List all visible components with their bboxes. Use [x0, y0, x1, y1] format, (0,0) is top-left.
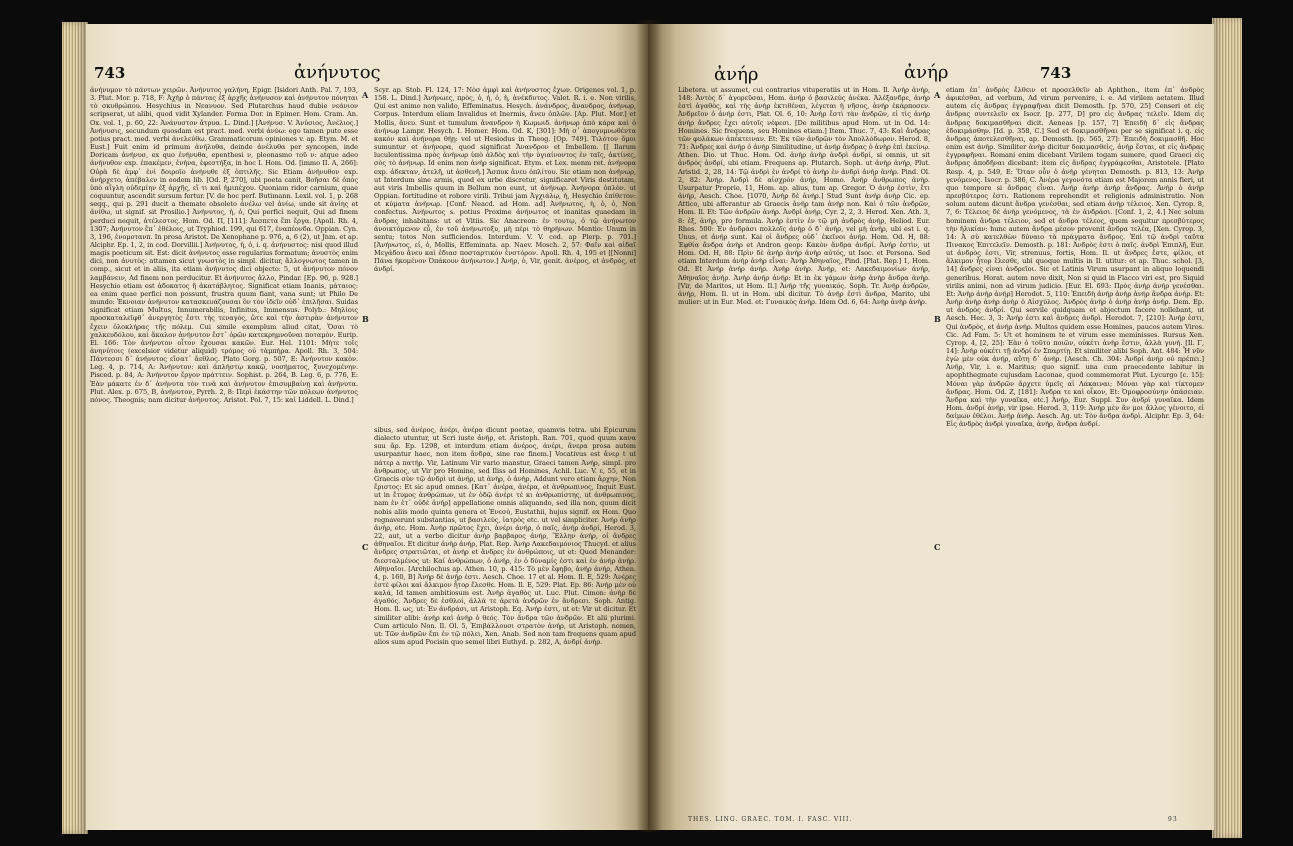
left-column-2 — [374, 86, 636, 426]
left-running-head: ἀνήνυτος — [294, 62, 381, 83]
right-column-1 — [678, 86, 930, 826]
left-column-2-text: Scyr. ap. Stob. Fl. 124, 17: Νὸσ ἀμφὶ καὶ ἀνήνυστος ἔχων. Origenes vol. 1, p. 158. L. Dind.] Ἀνήνωες, πρὸς, ὁ, ἡ, ὁ, ἡ, ἀνέκδυτος. Valet. R. i. e. Non virilis, Qui est animo non valido, Effeminatus. Hesych. ἀνάνδρος, ἄνανδρος, ἀνήνωρ, Corpus. Interdum eliam Invalidus et Inermis, ἄνευ ὁπλῶν. [Ap. Plut. Mor.] et Mollis, ἄνευ. Sunt et tumulum ἄνανδρον ἡ Κωμωιδ. ἀνήνωρ ἀπὸ κάρα καὶ ὁ ἀνήνωρ Lampr. Hesych. I. Homer. Hom. Od. K, [301]: Μὴ σ᾽ ἀπογυμνωθέντα κακὸν καὶ ἀνήνορα θήῃ: vel ut Hesiodus in Theog. [Op. 749]. Τιλότον ὄμοι sumuntur et ἀνήνορα, quod significat Ἄνανδρον et Imbellem. [[ Ilarum luculentissima πρὸς ἀνήνωρ ὑπὸ ἀλδὸς καὶ τὴν ὑγιαίνοντος ἐν ταῖς, ἀκτίνες, σὸς τὸ ἀνήνωρ. Id enim non ἀνήρ significat. Etym. et Lex. menm ret. ἀνήνορα exp. ἀδεκταν, ἀτελῆ, ut ἀσθενῆ.] Ἄσπυκ ἄνευ ὁπλίτου. Sic etiam non ἀνήνωρ, ut Interdum sine armis, quod ex urbe discretur, significaret Viris destitutam, aut viris Imbellis quum in Bellum non eunt, ut ἀνήνωρ. Ἀνήνορα ὁπλὸν. ut Oppian. fortitudine et robore virili. Tribui jam Ἀγχιάλῳ, ἡ, Hesychio ἐπίθετον: et κύματα ἀνήνωρ. [Conf. Neacd. ad Hom. ad] Ἀνήνωτος, ἡ, ὁ, ὁ, Non confectus. Ἀνήνωτος s. potius Proxime ἀνήνωτος et inanitas quaedam in ἄνδρας inhabitans: ut et Vitiis. Sic Anacreon: ἐν τουτῳ, ὁ τῷ ἀνήνωτον ἀνοικτόμενον εὖ, ἐν τοῦ ἀνήνωτοξυ, μὴ πέρι τὸ θηρήνων. Mentio: Unum in sentu; totos Non sufficiendos. Interdum. V. V. cod. ap Plerp. p. 701.] [Ἀνήνωτος, εἰ, ὁ, Mollis, Effeminata. ap. Naev. Mosch. 2, 57: Φαῖν καὶ αἰδαῖ Μεγάδου ἄνευ καὶ ἐδιασ ποσταρτικόν ἐνστόρον. Apoll. Rh. 4, 195 et [[Nonni] Πάνα ἠκομένον Ὀπάκουν ἀνήνωτον.] Ἀνήρ, ὁ, Vir, genit. ἀνέρος, et ἀνδρός, et ἀνδρί. — [374, 86, 636, 274]
signature-footer: THES. LING. GRAEC. TOM. I. FASC. VIII. — [688, 816, 853, 823]
right-page-edges — [1212, 18, 1242, 838]
left-page-edges — [62, 22, 88, 834]
left-column-1-text: ἀνήνυμον τὸ πάντων χειρῶν. Ἀνήνυτος γαλήνη, Epigr. [Isidori Anth. Pal. 7, 193, 3. Plut. Mor. p. 718, F: Ἀχὴρ ὁ πάντας ἐξ ἀρχῆς ἀνήνυσον καὶ ἀνήνυτον πόνηται τὸ σκυθρώπου. Hesychius in Νεανυον. Sed Plutarchus haud dubie νεάνιον scripserat, ut alibi, quod vidit Xylander. Forma Dor. in Epimer. Hom. Cram. An. Ox. vol. 1, p. 60, 22: Ἀνάνυστον ἄτρυα. L. Dind.] [Ἀνήνυσ. V. Ἀνύσιος, Ἀνέλιος.] Ἀνήνυσις, secundum quosdam est pract. med. verbi ἀνύω: ego tamen puto esse potius pract. med. verbi ἀνελεύθω. Grammaticorum opiniones v. ap. Etym. M. et Eust.] Fuit enim id primum ἀνήλυθα, deinde ἀνέλυθα per syncopen, inde Doricam ἀνήνυσ, ex quo ἐνήνυθα, epenthesi ν, pleonasmo τοῦ ν: atque adeo ἀνήνυθον exp. ἐπακέμεν, ἐνήνα, ἐφεστήξα, in hoc I. Hom. Od. [immo II. A, 266]: Οὐρὰ δὲ ἀμφ᾽ ἐνὶ δοιροῖο ἀνήνυθε ἐξ ὀπτιλῆς. Sic Etiam ἀνήνυθον exp. ἀνήρχετο, ἀπέβαλεν in eodem lib. [Od. P, 270], ubi poeta canit, Βοῆσαι δὲ ὀπὸς ὑπὸ αἴγλη οὐδεμίην ἐξ ἀρχῆς, εἴ τι καὶ ἡμιπέχου. Quoniam ridor carnium, quae coquuntur, ascendit sursum fertur. [V. de hoc perf. Butimann. Lexil. vol. 1, p. 268 seqq., qui p. 291 ducit a themate obsoleto ἀνέλω vel ἀνίω, unde sit ἀνίης et ἀνίθω, ut signif. sit Prosilio.] Ἀνήνυτος, ἡ, ὁ, Qui perfici nequit, Qui ad finem perduci nequit, ἀτέλεστος. Hom. Od. Π, [111]: Ἀεσπετα ἔπι ἔργα. [Apoll. Rh. 4, 1307; Ἀνήνυτον ἔπ᾽ ἐθέλοις, ut Tryphiod. 199, qui 617, ἐναπέονδα. Oppian. Cyn. 3, 196, ἐνομοτανπ. In prosa Aristot. De Xenophane p. 976, a, 6 (2), ut Jnm. et ap. Alciphr. Ep. 1, 2, in cod. Dorvillii.] Ἀνήνυτος, ἡ, ὁ, i. q. ἀνήνυστος: nisi quod illud magis poeticum sit. Est: dicit ἀνήνυτος esse regularius formatum; ἀνυστὸς enim dici, non ἀνυτὸς: attamen sicut γνωστὸς in simpl. dicitur, ἄλλογνωτος tamen in comp., sicut et in aliis, ita etiam ἀνήνυτος dici objecto: 5, ut ἄνήνυτον πόνον λαμβάνειν, Ad finem non perducitur. Et ἀνήνυτος ἄλλο, Pindar. [Ep. 96, p. 928.] Hesychio etiam est ἀδοκατος ἢ ἀκατάβλητος. Significat etiam Inanis, μάταιος: ea enim quae perfici non possunt, frustra quum fiant, vana sunt; ut Philo De mundo: Ἐκνοιαν ἀνήνυτον κατασκευάζουσαι ὃν τὸν ἰδεῖν οὐδ᾽ ἐπιλῆσαι. Suidas significat etiam Multus, Innumerabilis, Infinitus, Immensus. Polyb.: Μηλίοις προσκαταλεῖφθ᾽ ἀνεργητὸς ἔστι τὴς τεναγός, ὥτε καὶ τὴν ἀστιρὰν ἀνήνυτον ἔχειν ὀλοκλήρας τῆς πόλεμ. Cui simile exemplum aliud citat, Ὅσαι τὸ χαλκευδόλου, καὶ ἄκαλον ἀνήνυτον ἔστ᾽ ὀρῶν κατεκρημνοῦναι ποταμὸν. Eurip. El. 166: Τὸν ἀνήνυτον οἶτον ἔχουσαι κακῶν. Eur. Hel. 1101: Μὴτε τοῖς ἀνηνύτοις (excelsior videtur aliquid) τρόμος οὐ τὰμπὴρα. Apoll. Rh. 3, 504: Πάντεσσι δ᾽ ἀνήνυτος εἴσατ᾽ ἄεθλος. Plato Gorg. p. 507, E: Ἀνήνυτον κακὸν. Leg. 4, p. 714, A: Ἀνήνυτον: καὶ ἀπλήστῳ κακῷ, νοσήματος, ξυνεχομένην. Pisced. p. 84, A: Ἀνήνυτον ἔργον πράττειν. Sophist. p. 264, B. Leg. 6, p. 776, E: Ἐὰν μάκατε ἐν δ᾽ ἀνήνυτα τὸν τινὰ καὶ ἀνήνυτον ἐπισυμβαίνῃ καὶ ἀνήνυτα. Plut. Alex. p. 675, B, ἀνήνυτον, Pyrrh. 2, 8: Περὶ ἑκάστην τῶν πόλεων ἀνήνυτος πόνος. Theognis; nam dicitur ἀνήνυτος. Aristot. Pol. 7, 15: καὶ Liddell. L. Dind.] — [90, 86, 358, 404]
left-column-3 — [374, 426, 636, 826]
left-column-1 — [90, 86, 358, 826]
right-margin-marker-a: A — [934, 90, 941, 100]
right-column-2-text: etiam ἐπ᾽ ἀνδρὸς ἔλθειν et προσελθεῖν ab Aphthon., item ἐπ᾽ ἀνδρὸς ἀφικέσθαι, ad verbum, Ad virum pervenire, i. e. Ad virilem aetatem. Illud autem εἰς ἄνδρας ἐγγραφῆναι dicit Demosth. [p. 570, 25] Censeri et εἰς ἄνδρας συντελεῖν ex Isocr. [p. 277, D] pro εἰς ἄνδρας τελεῖν. Idem εἰς ἄνδρας δοκιμασθῆναι dicit. Aeneas [p. 157, 7] Ἐπειδὴ δ᾽ εἰς ἄνδρας ἐδοκιμάσθην. [Id. p. 358, C.] Sed et δοκιμασθῆναι per se significat i. q. εἰς ἄνδρας ἀποτελεσθῆναι, ap. Demosth. [p. 565, 27]: Ἐπειδὴ δοκιμασθῆ. Hoc enim est ἀνὴρ. Similiter ἀνὴρ dicitur δοκιμασθεὶς, ἀνὴρ ἔσται, et εἰς ἄνδρας ἐγγραφῆναι. Romani enim dicebant Virilem togam sumere, quod Graeci εἰς ἄνδρας ἀποδῆναι dicebant: item εἰς ἄνδρας ἐγγράφεσθαι, Aristotele. [Plato Resp. 4, p. 549, E: Ὅταν οὖν ὁ ἀνὴρ γένηται Demosth. p. 813, 13: Ἀνὴρ γενόμενος. Isocr. p. 386, C. Ἀνέρα γεγονότα etiam est Majorem annis fieri, ut quo tempore si ἄνδρας εἶναι. Ἀνήρ ἀνήρ ἀνήρ ἄνδρας. Ἀνήρ ὁ ἀνήρ πρεσβύτερος ἐστι. Rationem reprehendit et religionis administratio. Non solum autem dicunt ἄνδρα γενέσθαι, sed etiam ἀνὴρ τέλειος. Xen. Cyrop. 8, 7, 6: Τέλειος δὲ ἀνὴρ γενόμενος, τὰ ἐν ἀνδράσι. [Conf. 1, 2, 4.] Nec solum hominem ἄνδρα τέλειον, sed et ἄνδρα τέλεος, quem sequitur πρεσβύτερος τὴν ἡλικίαν: hunc autem ἄνδρα μέσον provenit ἄνδρα τελέα, [Xen. Cyrop. 3, 14: Ἀ σὺ κατελθὼν δύναιο τὰ πράγματα ἄνδρος. Ἐπὶ τῷ ἀνδρὶ ταῦτα Πινακος Ἐπιτελεῖν. Demosth. p. 181: Ἀνδρὸς ἐστι ὁ παῖς. ἀνδρὶ Ἐπιπλῆ, Eur. ut ἀνδρὸς ἐστι, Vir, strenuus, fortis, Hom. Il. ut ἄνδρες ἔστε, φίλοι, et ἄλκιμον ἦτορ ἕλεσθε, ubi quoque multis in Il. utitur: et ap. Thuc. schol. [3, 14] ἄνδρες εἰναι ἀνδρεῖοι. Sic et Latinis Virum usurpant in aliquo loquendi generibus. Horat. autem nove dixit, Non si quid in Flacco viri est, pro Siquid virilis animi, non ad virum judicio. [Eur. El. 693: Πρὸς ἀνήρ ἀνήρ γενέσθαι. Et: Ἀνὴρ ἀνήρ ἀνήρ] Herodot. 5, 110: Ἐπειδὴ ἀνὴρ ἀνὴρ ἀνήρ ἄνδρα ἀνὴρ. Et: Ἀνὴρ ἀνὴρ ἀνὴρ ἀνὴρ ὁ Αἰσχύλος. Ἀνδρὸς ἀνὴρ ὁ ἀνὴρ ἀνήρ ἀνὴρ. Dem. Ep. ut ἀνδρὸς ἀνδρί. Qui servile quidquam et abjectum facere nollebant, ut Aesch. Hec. 3, 3: Ἀνήρ ἐστι καὶ ἄνδρες ἀνδρὶ. Herodot. 7, [210]: Ἀνήρ ἐστι, Qui ἀνδρὸς, et ἀνήρ ἀνήρ. Multos quidem esse Homines, paucos autem Viros. Cic. Ad Fam. 5: Ut et hominem te et virum esse meminisses. Rursus Xen. Cyrop. 4, [2, 25]: Ἐὰν ὁ τοῦτο ποιῶν, οὐκέτι ἀνὴρ ἔστιν, ἀλλὰ γυνή. [Il. Γ, 14]: Ἀνὴρ οὐκέτι τῇ ἀνδρί ἐν Σπαρτίῃ. Et similiter alibi Soph. Ant. 484: Ἦ νῦν ἐγὼ μὲν οὐκ ἀνήρ, αὕτη δ᾽ ἀνήρ. [Aesch. Ch. 304: Ἀνδρί ἀνήρ οὐ πρέπει.] Ἀνήρ, Vir, i. e. Maritus; quo signif. una cum praecedente labitur in apophthegmate cujusdam Laconae, quod commemorat Plut. Lycurgo [c. 15]: Μόναι γὰρ ἀνδρῶν ἄρχετε ὑμεῖς αἱ Λάκαιναι; Μόναι γὰρ καὶ τίκτομεν ἄνδρας. Hom. Od. Z, [181]: Ἀνδρα τε καὶ οἶκον, Et: Ὁμοφροσύνην ὀπάσειαν. Ἄνδρα καὶ τὴν γυναῖκα, etc.] Ἀνήρ, Eur. Suppl. Συν ἀνδρὶ γυναῖκα. Idem Hom. ἀνδρί ἀνήρ, vir ipse. Herod. 3, 119: Ἀνὴρ μὲν ἂν μοι ἄλλος γένοιτο, εἰ δαίμων ἐθέλοι. Ἀνήρ ἀνὴρ. Aesch. Ag. ut: Τὸν ἄνδρα ἀνδρὶ. Alciphr. Ep. 3, 64: Εἰς ἀνδρὸς ἀνδρὶ γυναῖκα, ἀνήρ, ἄνδρα ἀνδρί. — [946, 86, 1204, 429]
right-second-head: ἀνήρ — [904, 62, 949, 83]
right-column-2 — [946, 86, 1204, 816]
right-margin-marker-b: B — [934, 314, 941, 324]
left-page-number: 743 — [94, 64, 126, 82]
right-page-number: 743 — [1040, 64, 1072, 82]
signature-number: 93 — [1168, 816, 1178, 823]
right-page — [648, 24, 1214, 830]
right-margin-marker-c: C — [934, 542, 941, 552]
left-column-3-text: sibus, sed ἀνέρος, ἀνέρι, ἀνέρα dicunt poetae, quamvis tetra. ubi Epicurum dialecto utuntur, ut Scri iuste ἀνήρ, et. Aristoph. Ran. 701, quod quum κανα suu ἄρ. Ep. 1298, et interdum etiam ἀνέρος, ἀνέρι, ἄνερα prosa autem usurpantur haec, non item ἄνδρα, sine rae finem.] Vocativus est ἄνερ t ut πάτερ a πατήρ. Vir, Latinum Vir vario manstur, Graeci tamen Ἀνήρ, simpl. pro ἄνθρωπος, ut Vir pro Homine, sed Iliss ad Homines, Achil. Luc. V. ε, 55, et in Graecis σὺν τῷ ἀνδρὶ ut ἀνήρ, ut ἀνὴρ, ὁ ἀνὴρ, Addunt vero etiam ἄρχην, Non ἔριστος: Et sic apud omnes. [Κατ᾽ ἀνέρα, ἀνέρα, et ἀνθρωπινος, Inquit Eust. ut in ἔτυμος ἀνθρώπων, ut ἐν ὁδῷ ἀνέρι τέ κι ἀνθρωπίστης, ut ἀνθρωπινος, nam ἐν ἐτ᾽ οὐδὲ ἀνήρ] appellatione omnis aliquando, sed illa non, quum dicit nobis aliis modo quinta genera et Ἐνεσὸ, Eustathii, hujus signif. ex Hom. Quo regnaverunt substantias, ut βασιλεύς, ἰατρὸς etc. ut vel simpliciter. Ἀνήρ ἀνὴρ ἀνὴρ, etc. Hom. Ἀνὴρ πρῶτος ἔχει, ἀνέρι ἀνήρ, ὁ παῖς, ἀνήρ ἀνδρί, Herod. 3, 22, aut, ut a verbo dicitur ἀνὴρ βαρβαρος ἀνήρ, Ἕλλην ἀνήρ, οἱ ἄνδρες ἀθηναῖοι. Et dicitur ἀνὴρ ἀνὴρ, Plat. Rep. Ἀνὴρ Λακεδαιμόνιος Thucyd. et alius ἄνδρες στρατιῶται, et ἀνήρ et ἄνδρες ἐν ἀνθρώποις, ut et: Quod Menander: διεσταλμένος ut: Καί ἀνθρώπων, ὁ ἀνήρ, ἐν ὁ δύναμίς ἐστι καὶ ἐν ἀνήρ ἀνήρ. Αθηναῖοι. [Archilochus ap. Athen. 10, p. 415: Τὸ μὲν ἔφηβο, ἀνήρ ἀνήρ, Athen. 4, p. 160, B] Ἀνήρ δὲ ἀνήρ ἐστι. Aesch. Choe. 17 et al. Hom. Il. E, 529: Ἀνέρες ἐστὲ φίλοι καὶ ἄλκιμον ἦτορ ἕλεσθε. Hom. Il. E, 529: Plat. Ep. 86: Ἀνήρ μέν οὐ καλά, Id tamen ambitiosum est. Ἀνὴρ ἀγαθὸς ut. Luc. Plut. Cimon: ἀνὴρ δὲ ἀγαθός. Ἄνδρες δὲ ἐσθλοί, ἀλλά τε ἀρετὰ ἀνδρῶν ἐν ἄνδρεσι. Soph. Antig. Hom. Il. ως, ut: Ἐν ἀνδράσι, ut Aristoph. Eq. Ἀνήρ ἐστι, ut et: Vir ut dicitur. Et similiter alibi: ἀνὴρ καὶ ἀνὴρ ὁ θεός. Τὸν ἄνδρα τῶν ἀνδρῶν. Et alii plurimi. Cum articulo Non. Il. Ol. 5, Ἐπιβάλλουσι στρατὸν ἀνήρ, ut Aristoph. nomen, ut: Τῶν ἀνδρῶν ἔπι ἐν τῷ πόλει, Xen. Anab. Sed non tam frequens quam apud alios sum apud Pocisin quo semel libri Euthyd. p. 282, A, ἀνδρί ἀνήρ. — [374, 426, 636, 647]
margin-marker-a: A — [362, 90, 369, 100]
margin-marker-c: C — [362, 542, 369, 552]
left-page — [86, 24, 648, 830]
right-column-1-text: Libetera. ut assumet, cui contrarius vituperatiis ut in Hom. Il. Ἀνήρ ἀνήρ, 148: Ἀντὸς δ᾽ ἀγορεῦσαι, Hom. ἀνήρ ὁ βασιλεύς ἀνέκα. Ἀλέξανδρε, ἀνήρ ἐστὶ ἀγαθὸς, καὶ τὴς ἀνὴρ ἐκτιθέναι, λέγεται ἡ νῆσος, ἀνήρ ἐκάρποσεν. Ἀνδρεῖον ὁ ἀνήρ ἐστι, Plat. Ol. 6, 10: Ἀνὴρ ἔστὶ τὰν ἀνδρῶν, εἰ τὶς ἀνήρ ἀνήρ ἄνδρες ἔχει αὐτοῖς νέφεσι. [De militibus apud Hom. ut in Od. 14: Homines. Sic frequens, seu Homines etiam.] Item. Thuc. 7, 43: Καὶ ἄνδρας τῶν φυλάκων ἀπέκτειναν. Et: Ἐκ τῶν ἀνδρῶν τὸν Ἀπολλόδωρον. Herod. 8, 71: Ἀνδρες καὶ ἀνὴρ ὁ ἀνήρ Similitudine, ut ἀνήρ ἄνδρας ὁ ἀνὴρ ἐπὶ ἐκείνῳ. Athen. Dio. ut Thuc. Hom. Od. ἀνὴρ ἀνὴρ ἀνδρὶ ἀνδρί, si omnis, ut sit ἀνδρὸς ἀνδρί, ubi etiam. Frequens ap. Plutarch. Soph. ut ἀνὴρ ἀνήρ, Plut. Aristid. 2, 28, 14: Τῷ ἀνδρὶ ἐν ἀνδρί τὸ ἀνὴρ ἐν ἀνδρὶ ἀνήρ ἀνήρ. Pind. Ol. 2, 82: Ἀνήρ. Ἀνδρὶ δὲ αἰσχρὸν ἀνήρ, Homo. Ἀνήρ ἄνθρωπος ἀνὴρ. Usurpatur Proprie, 11, Hom. ap. alius, tum ap. Gregor. Ὁ ἀνὴρ ἐστὶν, ἔτι ἀνὴρ, Aesch. Choe. [1070, Ἀνὴρ δὲ ἀνήρ.] Stud Sunt ἀνήρ ἀνὴρ Cic. ep. Attico, ubi afferantur ab Graecis ἀνήρ tam ἀνήρ non. Καὶ ὁ τῶν ἀνδρῶν, Hom. Il. Et: Τῶν ἀνδρῶν ἀνήρ. Ἀνδρὶ ἀνήρ, Cyr. 2, 2, 3. Herod. Xen. Ath. 3, 8: ἐξ, ἀνὴρ, pro formula. Ἀνήρ ἐστὶν ἐν τῷ μὴ ἀνδρὸς ἀνήρ, Heliod. Eur. Rhes. 500: Ἐν ἀνδράσι πολλοῖς ἀνὴρ ὁ δ᾽ ἀνὴρ, vel μὴ ἀνήρ, ubi est i. q. Unus, et ἀνήρ sunt. Kai οἱ ἄνδρες οὐδ᾽ ἐκεῖνοι ἀνήρ. Hom. Od. H, 88: Ἐφθία ἄνδρα ἀνὴρ et Andron geop: Κακὸν ἄνδρα ἀνδρί. Ἀνήρ ἐστὶν, ut Hom. Od. H, 88: Πρὶν δὲ ἀνήρ ἀνήρ ἀνὴρ αὐτός, ut Isoc. et Persona. Sed etiam Interdum ἀνήρ ἀνὴρ εἶναι: Ἀνὴρ Ἀθηναῖος, Pind. [Plat. Rep.] 1, Hom. Od. Et Ἀνήρ ἀνήρ ἀνήρ. Ἀνὴρ ἀνὴρ. Ἀνήρ, et: Λακεδαιμονίων ἀνήρ, Ἀθηναῖος ἀνήρ. Ἀνήρ ἀνήρ ἀνήρ: Et in ἐκ γάμων ἀνὴρ ἀνήρ ἄνδρα ἀνὴρ. [Vir, de Maritos, ut Hom. Il.] Ἀνήρ τῆς γυναικός. Soph. Tr. Ἀνήρ ἀνδρῶν, ἀνήρ, Hom. Il. ut in Hom. ubi dicitur. Τὸ ἀνήρ ἐστὶ ἄνδρα, Marito, ubi mulier: ut in Eur. Med. et: Γυναικὸς ἀνήρ. Idem Od. 6, 64: Ἀνὴρ ἀνὴρ ἀνήρ. — [678, 86, 930, 307]
right-running-head: ἀνήρ — [714, 64, 759, 85]
margin-marker-b: B — [362, 314, 369, 324]
